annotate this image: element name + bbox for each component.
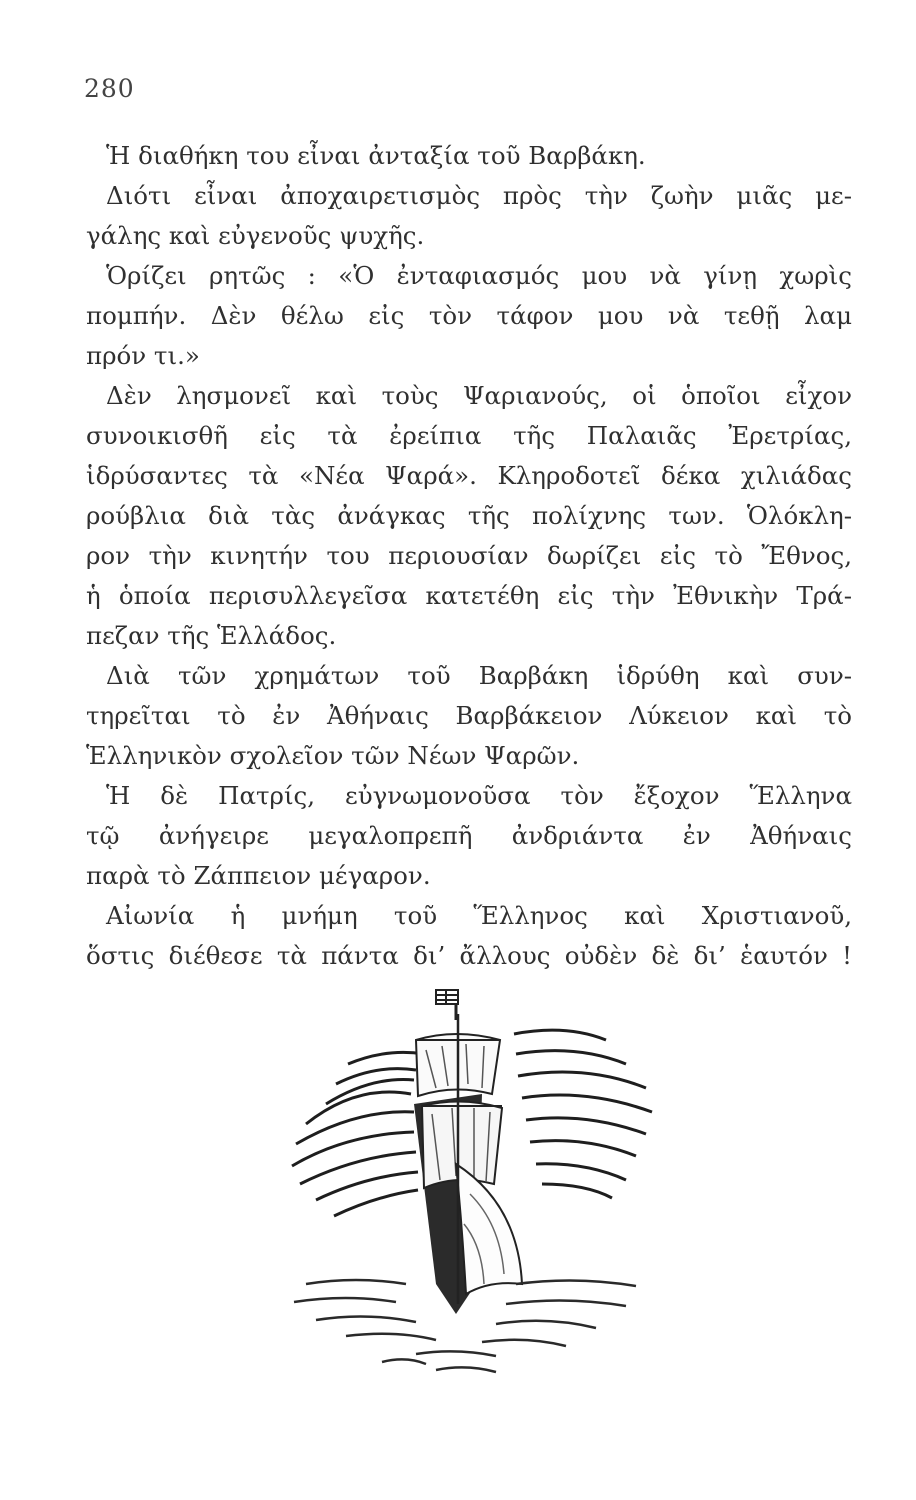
text-line: πεζαν τῆς Ἑλλάδος. bbox=[86, 621, 337, 650]
text-line: Διὰ τῶν χρημάτων τοῦ Βαρβάκη ἱδρύθη καὶ συν- bbox=[106, 661, 852, 690]
text-line: ρούβλια διὰ τὰς ἀνάγκας τῆς πολίχνης των. Ὁλόκλη- bbox=[86, 501, 852, 530]
sail-icon bbox=[416, 1034, 522, 1294]
text-line: Ὁρίζει ρητῶς : «Ὁ ἐνταφιασμός μου νὰ γίνῃ χωρὶς bbox=[106, 261, 852, 290]
text-line: συνοικισθῆ εἰς τὰ ἐρείπια τῆς Παλαιᾶς Ἐρετρίας, bbox=[86, 421, 852, 450]
text-line: ὅστις διέθεσε τὰ πάντα δι’ ἄλλους οὐδὲν δὲ δι’ ἑαυτόν ! bbox=[86, 941, 852, 970]
text-line: Ἡ δὲ Πατρίς, εὐγνωμονοῦσα τὸν ἔξοχον Ἕλληνα bbox=[106, 781, 852, 810]
text-line: τηρεῖται τὸ ἐν Ἀθήναις Βαρβάκειον Λύκειον καὶ τὸ bbox=[86, 701, 852, 730]
text-line: πομπήν. Δὲν θέλω εἰς τὸν τάφον μου νὰ τεθῇ λαμ bbox=[86, 301, 852, 330]
flag-icon bbox=[436, 990, 458, 1020]
sailing-ship-illustration bbox=[286, 984, 660, 1376]
text-line: γάλης καὶ εὐγενοῦς ψυχῆς. bbox=[86, 221, 425, 250]
text-line: Ἑλληνικὸν σχολεῖον τῶν Νέων Ψαρῶν. bbox=[86, 741, 580, 770]
text-line: πρόν τι.» bbox=[86, 341, 200, 370]
text-line: Αἰωνία ἡ μνήμη τοῦ Ἕλληνος καὶ Χριστιανοῦ, bbox=[106, 901, 852, 930]
text-line: παρὰ τὸ Ζάππειον μέγαρον. bbox=[86, 861, 431, 890]
text-line: Δὲν λησμονεῖ καὶ τοὺς Ψαριανούς, οἱ ὁποῖοι εἶχον bbox=[106, 381, 852, 410]
body-text bbox=[86, 136, 852, 976]
text-line: Ἡ διαθήκη του εἶναι ἀνταξία τοῦ Βαρβάκη. bbox=[106, 141, 646, 170]
text-line: ἱδρύσαντες τὰ «Νέα Ψαρά». Κληροδοτεῖ δέκα χιλιάδας bbox=[86, 461, 852, 490]
text-line: Διότι εἶναι ἀποχαιρετισμὸς πρὸς τὴν ζωὴν μιᾶς με- bbox=[106, 181, 852, 210]
text-line: ἡ ὁποία περισυλλεγεῖσα κατετέθη εἰς τὴν Ἐθνικὴν Τρά- bbox=[86, 581, 852, 610]
text-line: τῷ ἀνήγειρε μεγαλοπρεπῆ ἀνδριάντα ἐν Ἀθήναις bbox=[86, 821, 852, 850]
text-line: ρον τὴν κινητήν του περιουσίαν δωρίζει εἰς τὸ Ἔθνος, bbox=[86, 541, 852, 570]
page-number: 280 bbox=[84, 74, 135, 103]
